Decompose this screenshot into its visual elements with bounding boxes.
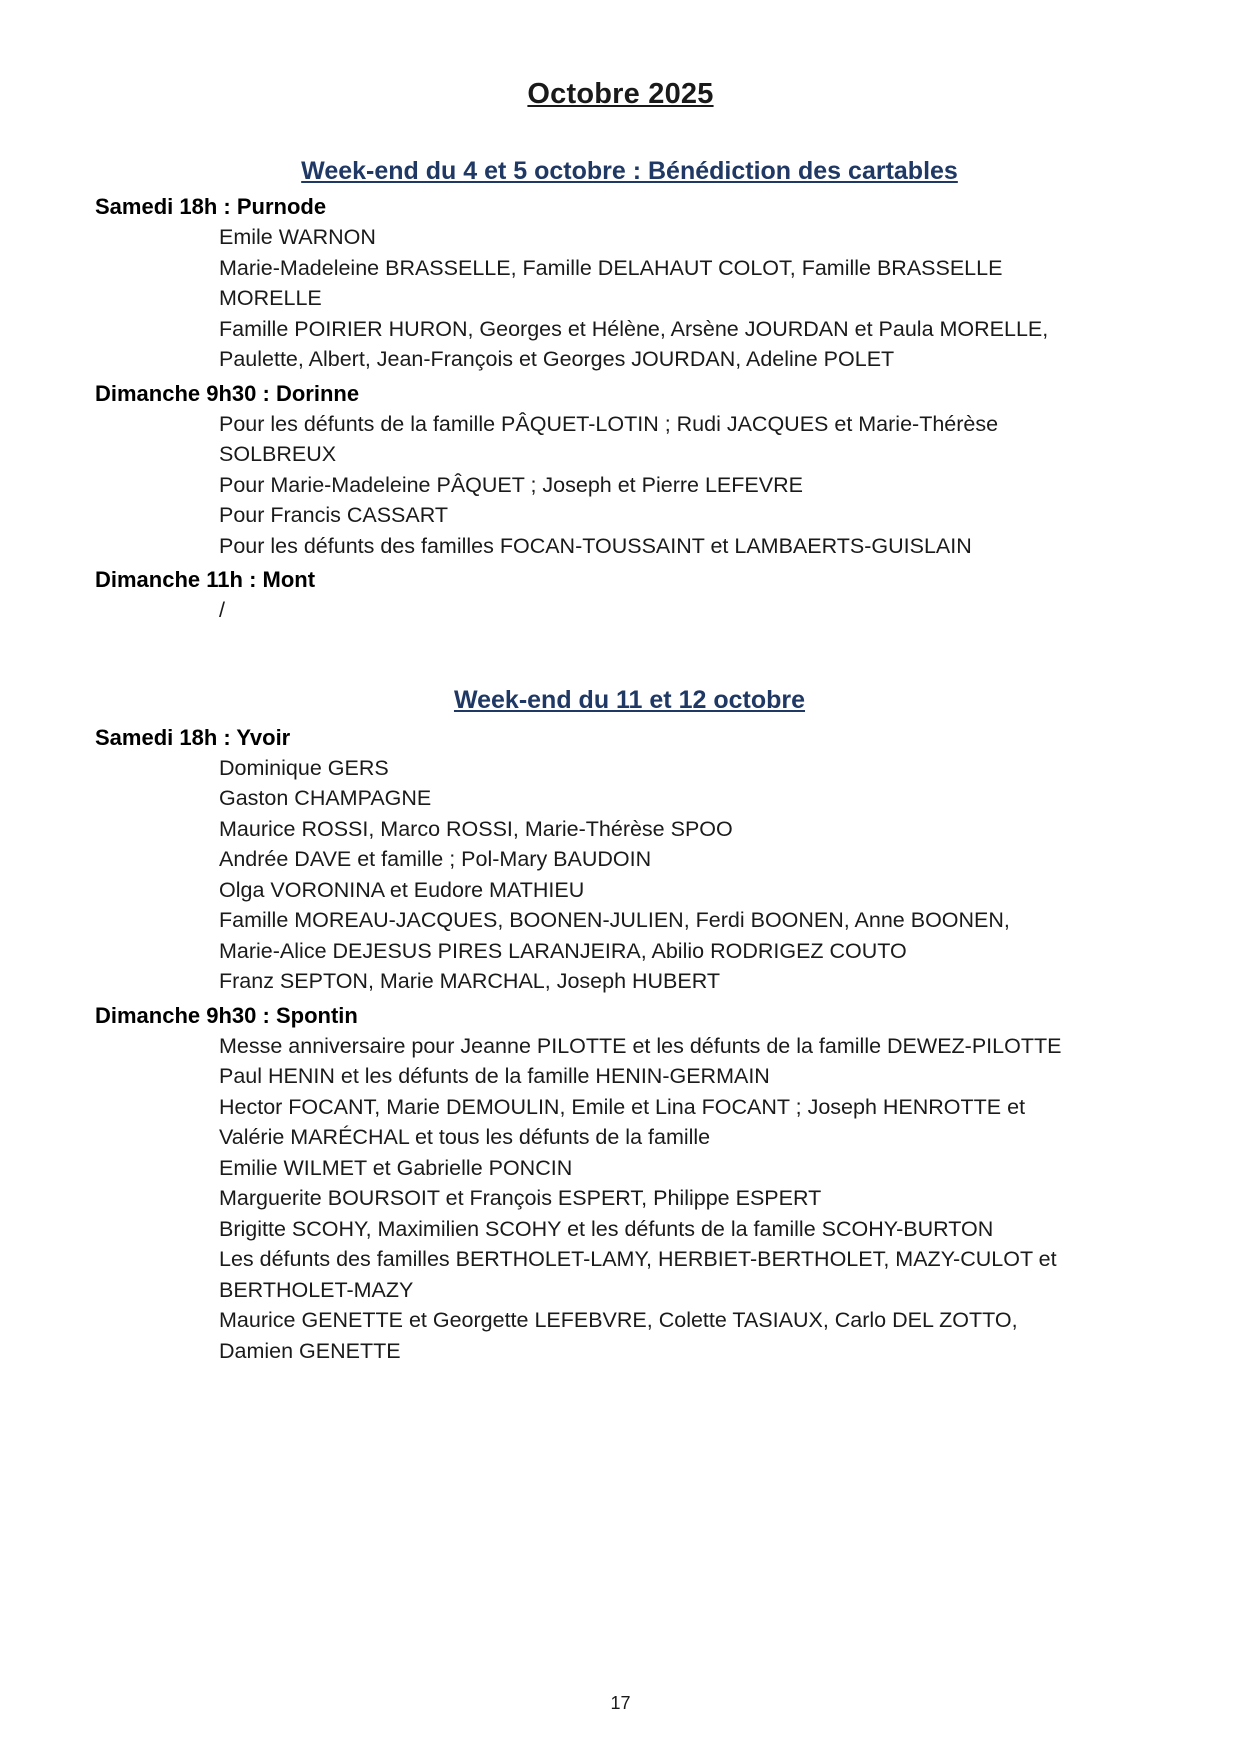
mass-title: Dimanche 9h30 : Dorinne	[95, 380, 360, 406]
intention-item: Emilie WILMET et Gabrielle PONCIN	[219, 1155, 573, 1180]
intention-item: Famille MOREAU-JACQUES, BOONEN-JULIEN, Ferdi BOONEN, Anne BOONEN, Marie-Alice DEJESUS PIRES LARANJEIRA, Abilio RODRIGEZ COUTO	[219, 908, 1010, 963]
intention-item: Les défunts des familles BERTHOLET-LAMY, HERBIET-BERTHOLET, MAZY-CULOT et BERTHOLET-MAZY	[219, 1247, 1057, 1302]
intention-item: Hector FOCANT, Marie DEMOULIN, Emile et Lina FOCANT ; Joseph HENROTTE et Valérie MARÉCHAL et tous les défunts de la famille	[219, 1094, 1026, 1150]
intention-item: Pour les défunts de la famille PÂQUET-LOTIN ; Rudi JACQUES et Marie-Thérèse SOLBREUX	[219, 411, 999, 467]
intention-item: /	[219, 598, 225, 623]
intention-item: Andrée DAVE et famille ; Pol-Mary BAUDOIN	[219, 847, 652, 872]
mass-block	[95, 381, 1146, 562]
intention-item: Messe anniversaire pour Jeanne PILOTTE et les défunts de la famille DEWEZ-PILOTTE	[219, 1033, 1062, 1058]
intention-item: Paul HENIN et les défunts de la famille HENIN-GERMAIN	[219, 1064, 770, 1089]
intention-item: Olga VORONINA et Eudore MATHIEU	[219, 877, 585, 902]
mass-title: Dimanche 11h : Mont	[95, 567, 316, 593]
intention-item: Maurice ROSSI, Marco ROSSI, Marie-Thérèse SPOO	[219, 816, 733, 841]
mass-title: Samedi 18h : Purnode	[95, 194, 327, 219]
page-title: Octobre 2025	[527, 78, 714, 110]
mass-title: Samedi 18h : Yvoir	[95, 724, 291, 750]
intention-item: Pour Francis CASSART	[219, 503, 449, 528]
intention-list	[95, 222, 1146, 375]
mass-block	[95, 1003, 1146, 1367]
intention-list	[95, 409, 1146, 562]
intention-item: Marguerite BOURSOIT et François ESPERT, Philippe ESPERT	[219, 1186, 822, 1211]
intention-item: Emile WARNON	[219, 225, 376, 249]
intention-item: Dominique GERS	[219, 755, 389, 780]
intention-item: Famille POIRIER HURON, Georges et Hélène, Arsène JOURDAN et Paula MORELLE, Paulette, Albert, Jean-François et Georges JOURDAN, Adeline POLET	[219, 316, 1049, 372]
mass-block	[95, 725, 1146, 997]
intention-list	[95, 753, 1146, 997]
weekend-heading-1: Week-end du 4 et 5 octobre : Bénédiction des cartables	[301, 157, 958, 185]
mass-title: Dimanche 9h30 : Spontin	[95, 1002, 358, 1028]
intention-item: Maurice GENETTE et Georgette LEFEBVRE, Colette TASIAUX, Carlo DEL ZOTTO, Damien GENETTE	[219, 1308, 1018, 1363]
intention-item: Marie-Madeleine BRASSELLE, Famille DELAHAUT COLOT, Famille BRASSELLE MORELLE	[219, 255, 1003, 311]
intention-list	[95, 1031, 1146, 1367]
mass-block	[95, 194, 1146, 375]
intention-item: Franz SEPTON, Marie MARCHAL, Joseph HUBERT	[219, 969, 721, 994]
intention-item: Gaston CHAMPAGNE	[219, 786, 432, 811]
page-number: 17	[610, 1693, 631, 1713]
intention-item: Brigitte SCOHY, Maximilien SCOHY et les défunts de la famille SCOHY-BURTON	[219, 1216, 994, 1241]
mass-block	[95, 567, 1146, 626]
weekend-heading-2: Week-end du 11 et 12 octobre	[453, 685, 806, 714]
intention-list	[95, 595, 1146, 626]
intention-item: Pour Marie-Madeleine PÂQUET ; Joseph et Pierre LEFEVRE	[219, 472, 803, 497]
intention-item: Pour les défunts des familles FOCAN-TOUSSAINT et LAMBAERTS-GUISLAIN	[219, 533, 972, 558]
